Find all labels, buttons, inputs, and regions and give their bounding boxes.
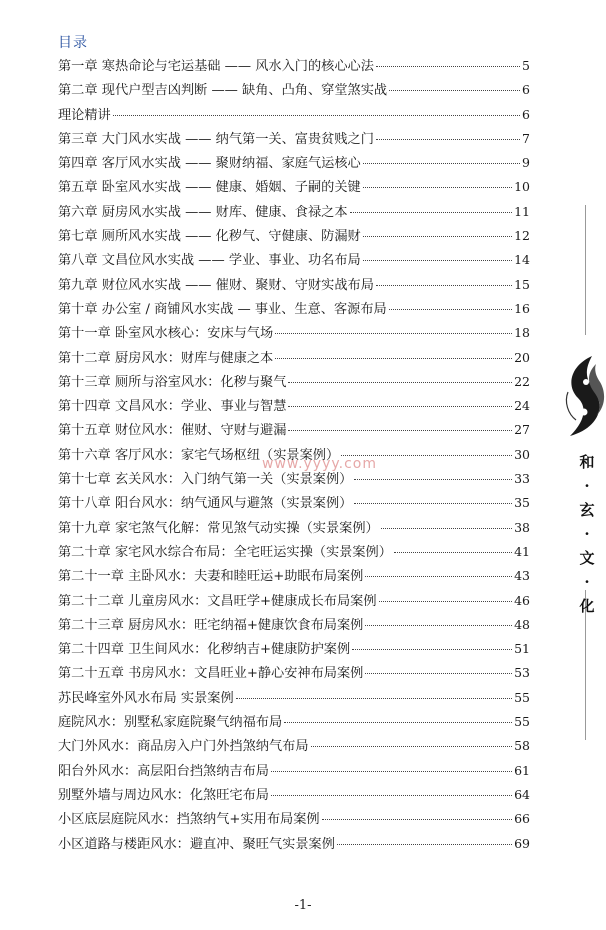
- toc-entry-label: 庭院风水：别墅私家庭院聚气纳福布局: [58, 715, 283, 731]
- toc-entry-page: 9: [522, 155, 530, 171]
- toc-entry-label: 第六章 厨房风水实战 —— 财库、健康、食禄之本: [58, 204, 348, 220]
- toc-entry[interactable]: [58, 517, 530, 541]
- toc-leader-dots: [271, 795, 512, 796]
- brand-vertical-text: [576, 450, 598, 618]
- toc-entry-page: 69: [514, 835, 530, 851]
- toc-entry[interactable]: [58, 784, 530, 808]
- toc-leader-dots: [376, 139, 520, 140]
- toc-entry-label: 第三章 大门风水实战 —— 纳气第一关、富贵贫贱之门: [58, 131, 374, 147]
- toc-entry-page: 58: [514, 738, 530, 754]
- toc-leader-dots: [322, 819, 512, 820]
- toc-entry-label: 理论精讲: [58, 107, 111, 123]
- toc-leader-dots: [389, 90, 520, 91]
- toc-entry-label: 第二十章 家宅风水综合布局：全宅旺运实操（实景案例）: [58, 544, 392, 560]
- toc-entry-label: 第一章 寒热命论与宅运基础 —— 风水入门的核心心法: [58, 59, 374, 74]
- toc-entry-label: 第十章 办公室 / 商铺风水实战 — 事业、生意、客源布局: [58, 301, 387, 317]
- toc-entry-page: 7: [522, 130, 530, 146]
- toc-leader-dots: [113, 115, 520, 116]
- toc-entry-page: 41: [514, 543, 530, 559]
- toc-entry-label: 第九章 财位风水实战 —— 催财、聚财、守财实战布局: [58, 277, 374, 293]
- toc-entry[interactable]: [58, 590, 530, 614]
- toc-entry-page: 5: [522, 58, 530, 73]
- toc-entry[interactable]: [58, 395, 530, 419]
- toc-leader-dots: [337, 844, 512, 845]
- toc-entry-page: 38: [514, 519, 530, 535]
- toc-leader-dots: [365, 625, 512, 626]
- toc-entry[interactable]: [58, 79, 530, 103]
- toc-entry-page: 6: [522, 82, 530, 98]
- toc-entry-label: 第十八章 阳台风水：纳气通风与避煞（实景案例）: [58, 496, 353, 512]
- toc-entry[interactable]: [58, 760, 530, 784]
- toc-entry[interactable]: [58, 735, 530, 759]
- toc-entry-page: 11: [514, 203, 530, 219]
- toc-leader-dots: [352, 649, 512, 650]
- toc-entry-label: 第二十四章 卫生间风水：化秽纳吉+健康防护案例: [58, 642, 351, 658]
- toc-entry-page: 15: [514, 276, 530, 292]
- toc-leader-dots: [236, 698, 512, 699]
- toc-entry[interactable]: [58, 176, 530, 200]
- toc-leader-dots: [376, 285, 512, 286]
- toc-entry-label: 大门外风水：商品房入户门外挡煞纳气布局: [58, 739, 309, 755]
- toc-entry-label: 第十五章 财位风水：催财、守财与避漏: [58, 423, 287, 439]
- toc-leader-dots: [376, 66, 520, 67]
- page-number: -1-: [294, 898, 312, 913]
- toc-entry-page: 12: [514, 228, 530, 244]
- brand-char: 和: [579, 453, 595, 471]
- toc-entry-page: 10: [514, 179, 530, 195]
- toc-entry-page: 30: [514, 446, 530, 462]
- toc-entry[interactable]: [58, 687, 530, 711]
- toc-entry-page: 18: [514, 325, 530, 341]
- toc-entry[interactable]: [58, 833, 530, 857]
- toc-entry-page: 27: [514, 422, 530, 438]
- toc-leader-dots: [363, 163, 520, 164]
- toc-leader-dots: [389, 309, 512, 310]
- toc-entry[interactable]: [58, 322, 530, 346]
- toc-entry[interactable]: [58, 201, 530, 225]
- toc-entry-label: 第十九章 家宅煞气化解：常见煞气动实操（实景案例）: [58, 520, 379, 536]
- toc-leader-dots: [363, 260, 512, 261]
- toc-entry-page: 22: [514, 373, 530, 389]
- toc-entry-label: 第二十一章 主卧风水：夫妻和睦旺运+助眠布局案例: [58, 569, 364, 585]
- toc-entry-label: 第二十三章 厨房风水：旺宅纳福+健康饮食布局案例: [58, 617, 364, 633]
- toc-entry-label: 小区底层庭院风水：挡煞纳气+实用布局案例: [58, 812, 320, 828]
- brand-char: 文: [579, 549, 595, 567]
- toc-leader-dots: [350, 212, 513, 213]
- toc-entry[interactable]: [58, 662, 530, 686]
- toc-leader-dots: [365, 673, 512, 674]
- toc-leader-dots: [381, 528, 512, 529]
- toc-entry[interactable]: [58, 371, 530, 395]
- toc-entry[interactable]: [58, 492, 530, 516]
- toc-entry[interactable]: [58, 128, 530, 152]
- brand-char: 化: [579, 597, 595, 615]
- toc-entry-label: 别墅外墙与周边风水：化煞旺宅布局: [58, 787, 269, 803]
- toc-leader-dots: [275, 333, 512, 334]
- toc-entry-label: 第十二章 厨房风水：财库与健康之本: [58, 350, 274, 366]
- toc-entry[interactable]: [58, 711, 530, 735]
- toc-entry-label: 第四章 客厅风水实战 —— 聚财纳福、家庭气运核心: [58, 156, 361, 172]
- toc-entry-page: 48: [514, 616, 530, 632]
- toc-entry[interactable]: [58, 298, 530, 322]
- toc-entry-label: 第二十二章 儿童房风水：文昌旺学+健康成长布局案例: [58, 593, 377, 609]
- toc-entry-label: 第二章 现代户型吉凶判断 —— 缺角、凸角、穿堂煞实战: [58, 83, 388, 99]
- toc-entry-label: 第十七章 玄关风水：入门纳气第一关（实景案例）: [58, 472, 353, 488]
- toc-entry-label: 第十三章 厕所与浴室风水：化秽与聚气: [58, 374, 287, 390]
- toc-leader-dots: [354, 479, 512, 480]
- toc-entry-page: 46: [514, 592, 530, 608]
- toc-entry-label: 第二十五章 书房风水：文昌旺业+静心安神布局案例: [58, 666, 364, 682]
- toc-leader-dots: [363, 187, 512, 188]
- toc-entry-label: 第十一章 卧室风水核心：安床与气场: [58, 326, 274, 342]
- toc-entry[interactable]: [58, 541, 530, 565]
- toc-leader-dots: [288, 382, 512, 383]
- toc-entry-label: 小区道路与楼距风水：避直冲、聚旺气实景案例: [58, 836, 335, 852]
- toc-entry-page: 14: [514, 252, 530, 268]
- side-divider-top: [585, 205, 586, 335]
- toc-entry-page: 43: [514, 568, 530, 584]
- toc-entry-page: 33: [514, 471, 530, 487]
- toc-entry-page: 66: [514, 811, 530, 827]
- toc-leader-dots: [275, 358, 512, 359]
- toc-leader-dots: [288, 406, 512, 407]
- toc-leader-dots: [363, 236, 512, 237]
- toc-entry-label: 第七章 厕所风水实战 —— 化秽气、守健康、防漏财: [58, 229, 361, 245]
- toc-entry[interactable]: [58, 565, 530, 589]
- brand-char: ·: [584, 477, 590, 495]
- toc-entry-page: 24: [514, 398, 530, 414]
- toc-entry-page: 64: [514, 786, 530, 802]
- toc-entry-page: 51: [514, 641, 530, 657]
- toc-entry-page: 55: [514, 714, 530, 730]
- toc-entry[interactable]: [58, 274, 530, 298]
- toc-entry-label: 苏民峰室外风水布局 实景案例: [58, 690, 234, 706]
- toc-title: 目录: [58, 35, 88, 51]
- toc-entry-page: 6: [522, 106, 530, 122]
- toc-leader-dots: [284, 722, 512, 723]
- toc-leader-dots: [311, 746, 513, 747]
- toc-entry[interactable]: [58, 419, 530, 443]
- toc-entry-label: 第八章 文昌位风水实战 —— 学业、事业、功名布局: [58, 253, 361, 269]
- brand-char: ·: [584, 525, 590, 543]
- toc-entry[interactable]: [58, 225, 530, 249]
- toc-entry-page: 61: [514, 762, 530, 778]
- toc-entry[interactable]: [58, 249, 530, 273]
- toc-entry[interactable]: [58, 152, 530, 176]
- toc-entry-label: 第五章 卧室风水实战 —— 健康、婚姻、子嗣的关键: [58, 180, 361, 196]
- toc-leader-dots: [394, 552, 512, 553]
- toc-entry[interactable]: [58, 104, 530, 128]
- toc-leader-dots: [365, 576, 512, 577]
- toc-entry-page: 55: [514, 689, 530, 705]
- toc-entry-label: 阳台外风水：高层阳台挡煞纳吉布局: [58, 763, 269, 779]
- yin-yang-swirl-icon: [562, 352, 606, 442]
- toc-entry[interactable]: [58, 808, 530, 832]
- toc-entry-label: 第十六章 客厅风水：家宅气场枢纽（实景案例）: [58, 447, 340, 463]
- watermark: www.yyyy.com: [262, 456, 378, 472]
- toc-entry[interactable]: [58, 55, 530, 79]
- brand-char: 玄: [579, 501, 595, 519]
- toc-leader-dots: [271, 771, 512, 772]
- toc-entry-page: 35: [514, 495, 530, 511]
- toc-entry-page: 16: [514, 300, 530, 316]
- toc-entry-page: 53: [514, 665, 530, 681]
- toc-entry[interactable]: [58, 347, 530, 371]
- brand-char: ·: [584, 573, 590, 591]
- toc-entry-page: 20: [514, 349, 530, 365]
- toc-leader-dots: [379, 601, 513, 602]
- toc-entry[interactable]: [58, 614, 530, 638]
- toc-entry[interactable]: [58, 638, 530, 662]
- toc-entry-label: 第十四章 文昌风水：学业、事业与智慧: [58, 399, 287, 415]
- toc-leader-dots: [354, 503, 512, 504]
- toc-leader-dots: [288, 430, 512, 431]
